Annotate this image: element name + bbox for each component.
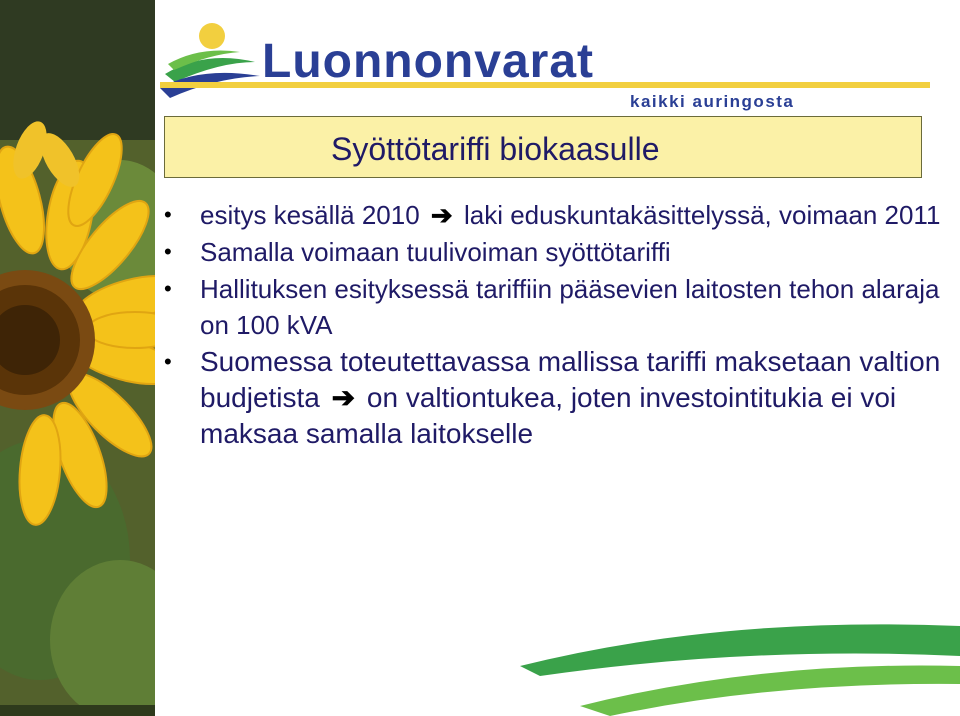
bullet-list xyxy=(160,197,950,453)
logo-wordmark: Luonnonvarat xyxy=(262,35,594,88)
list-item xyxy=(160,344,950,452)
bullet-icon: • xyxy=(164,276,172,301)
bullet-text: Suomessa toteutettavassa mallissa tariffi maksetaan valtion budjetista xyxy=(200,346,941,413)
title-box xyxy=(164,116,922,178)
arrow-right-icon: ➔ xyxy=(331,382,356,413)
list-item xyxy=(160,234,950,270)
bullet-icon: • xyxy=(164,202,172,227)
bullet-text: on valtiontukea, joten investointitukia ei voi maksaa samalla laitokselle xyxy=(200,382,897,449)
bullet-text: laki eduskuntakäsittelyssä, voimaan 2011 xyxy=(463,200,941,230)
bullet-text: Hallituksen esityksessä tariffiin pääsevien laitosten tehon alaraja on 100 kVA xyxy=(200,274,940,340)
bullet-icon: • xyxy=(164,349,172,374)
bullet-text: esitys kesällä 2010 xyxy=(200,200,420,230)
list-item xyxy=(160,271,950,343)
logo xyxy=(160,0,960,118)
bullet-text: Samalla voimaan tuulivoiman syöttötariffi xyxy=(200,237,671,267)
slide-title: Syöttötariffi biokaasulle xyxy=(331,131,660,167)
logo-tagline: kaikki auringosta xyxy=(630,92,795,111)
list-item xyxy=(160,197,950,233)
green-swoosh-icon xyxy=(520,606,960,716)
bullet-icon: • xyxy=(164,239,172,264)
sunflower-photo xyxy=(0,0,155,716)
sun-field-logo-icon xyxy=(160,0,270,110)
arrow-right-icon: ➔ xyxy=(430,200,453,230)
